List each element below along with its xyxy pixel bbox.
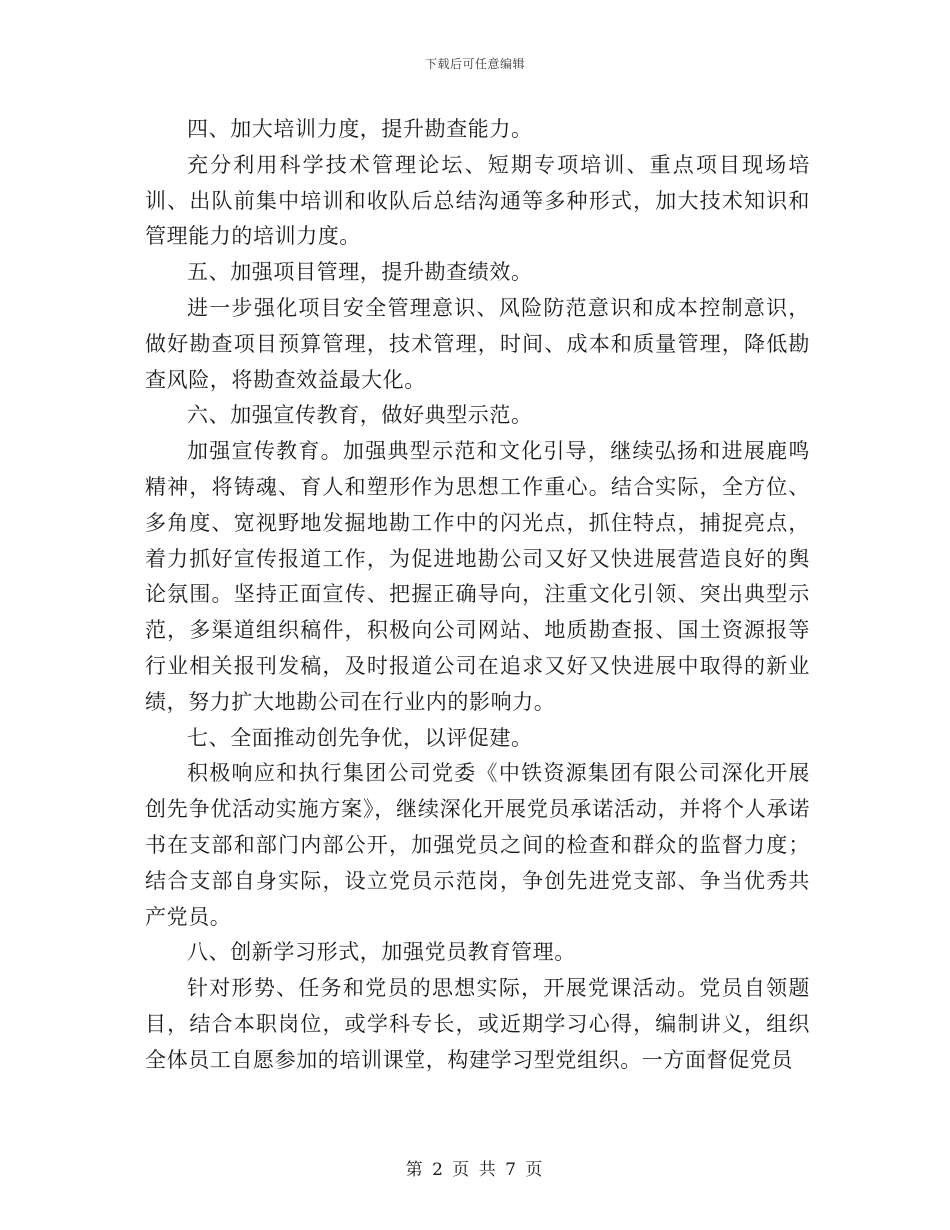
section-heading-8: 八、创新学习形式，加强党员教育管理。 — [187, 940, 576, 965]
page-header: 下载后可任意编辑 — [424, 57, 525, 71]
page-number-footer: 第 2 页 共 7 页 — [405, 1160, 545, 1180]
section-heading-7: 七、全面推动创先争优，以评促建。 — [187, 725, 533, 750]
section-paragraph-4: 充分利用科学技术管理论坛、短期专项培训、重点项目现场培训、出队前集中培训和收队后总结沟通等多种形式，加大技术知识和管理能力的培训力度。 — [145, 152, 810, 249]
section-heading-4: 四、加大培训力度，提升勘查能力。 — [187, 117, 533, 141]
section-paragraph-7: 积极响应和执行集团公司党委《中铁资源集团有限公司深化开展创先争优活动实施方案》，继续深化开展党员承诺活动，并将个人承诺书在支部和部门内部公开，加强党员之间的检查和群众的监督力度；结合支部自身实际，设立党员示范岗，争创先进党支部、争当优秀共产党员。 — [145, 761, 810, 929]
section-paragraph-5: 进一步强化项目安全管理意识、风险防范意识和成本控制意识，做好勘查项目预算管理，技术管理，时间、成本和质量管理，降低勘查风险，将勘查效益最大化。 — [145, 295, 810, 392]
section-heading-6: 六、加强宣传教育，做好典型示范。 — [187, 403, 533, 428]
section-paragraph-8: 针对形势、任务和党员的思想实际，开展党课活动。党员自领题目，结合本职岗位，或学科专长，或近期学习心得，编制讲义，组织全体员工自愿参加的培训课堂，构建学习型党组织。一方面督促党员 — [145, 976, 810, 1072]
document-body — [145, 112, 810, 1079]
section-paragraph-6: 加强宣传教育。加强典型示范和文化引导，继续弘扬和进展鹿鸣精神，将铸魂、育人和塑形作为思想工作重心。结合实际，全方位、多角度、宽视野地发掘地勘工作中的闪光点，抓住特点，捕捉亮点，着力抓好宣传报道工作，为促进地勘公司又好又快进展营造良好的舆论氛围。坚持正面宣传、把握正确导向，注重文化引领、突出典型示范，多渠道组织稿件，积极向公司网站、地质勘查报、国土资源报等行业相关报刊发稿，及时报道公司在追求又好又快进展中取得的新业绩，努力扩大地勘公司在行业内的影响力。 — [145, 439, 810, 714]
section-heading-5: 五、加强项目管理，提升勘查绩效。 — [187, 260, 533, 285]
